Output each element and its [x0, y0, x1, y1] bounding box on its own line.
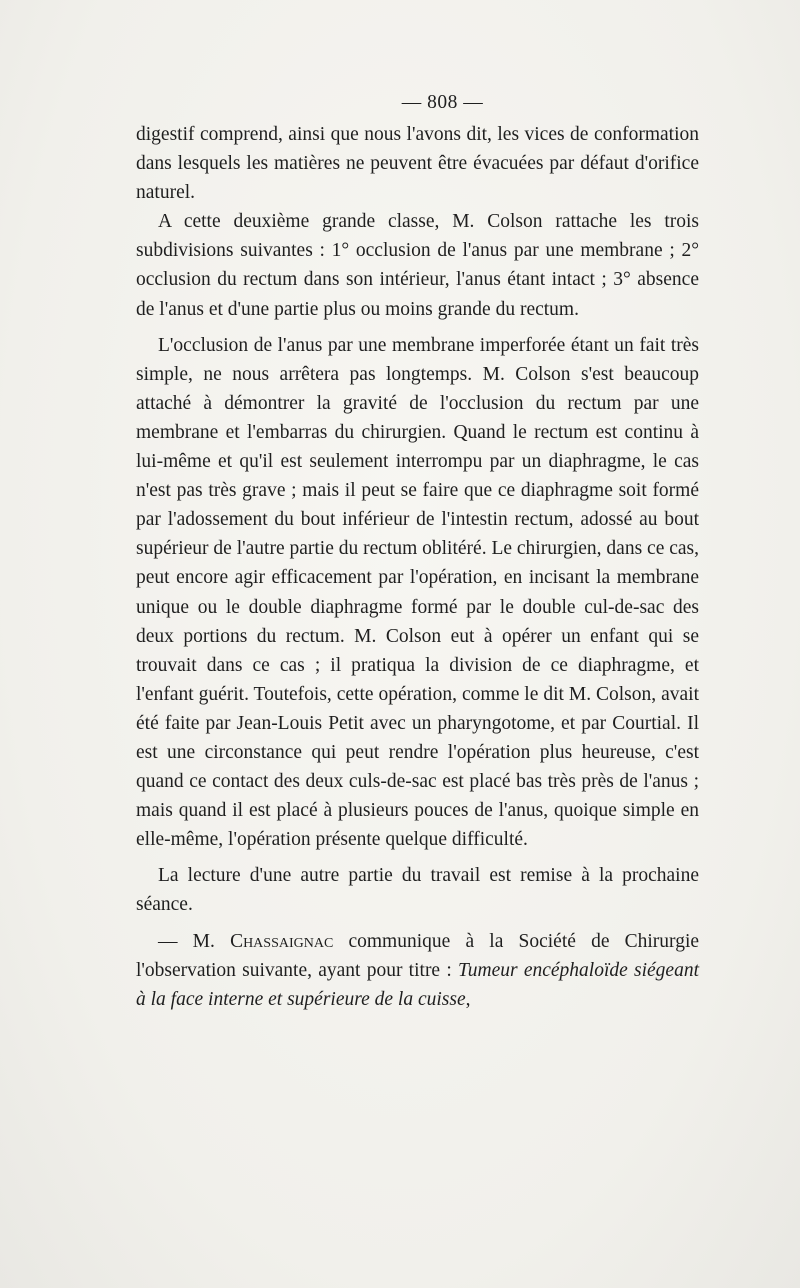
author-name: Chassaignac [230, 930, 334, 952]
em-dash-prefix: — M. [158, 930, 215, 952]
trailing-comma: , [465, 988, 471, 1010]
observation-title: Tumeur encéphaloïde siégeant à la face interne et supérieure de la cuisse [136, 959, 700, 1010]
paragraph-classification: A cette deuxième grande classe, M. Colson rattache les trois subdivisions suivantes : 1° occlusion de l'anus par une membrane ; 2° occlusion du rectum dans son intérieur, l'anus étant intact ; 3° absence de l'anus et d'une partie plus ou moins grande du rectum. [136, 211, 699, 320]
paragraph-chassaignac [136, 927, 699, 1014]
page-number: — 808 — [401, 92, 484, 113]
paragraph-continuation: digestif comprend, ainsi que nous l'avons dit, les vices de conformation dans lesquels les matières ne peuvent être évacuées par défaut d'orifice naturel. [136, 124, 699, 204]
paragraph-chassaignac-text: communique à la Société de Chirurgie l'observation suivante, ayant pour titre : [136, 930, 700, 981]
paragraph-occlusion: L'occlusion de l'anus par une membrane imperforée étant un fait très simple, ne nous arrêtera pas longtemps. M. Colson s'est beaucoup attaché à démontrer la gravité de l'occlusion du rectum par une membrane et l'embarras du chirurgien. Quand le rectum est continu à lui-même et qu'il est seulement interrompu par un diaphragme, le cas n'est pas très grave ; mais il peut se faire que ce diaphragme soit formé par l'adossement du bout inférieur de l'intestin rectum, adossé au bout supérieur de l'autre partie du rectum oblitéré. Le chirurgien, dans ce cas, peut encore agir efficacement par l'opération, en incisant la membrane unique ou le double diaphragme formé par le double cul-de-sac des deux portions du rectum. M. Colson eut à opérer un enfant qui se trouvait dans ce cas ; il pratiqua la division de ce diaphragme, et l'enfant guérit. Toutefois, cette opération, comme le dit M. Colson, avait été faite par Jean-Louis Petit avec un pharyngotome, et par Courtial. Il est une circonstance qui peut rendre l'opération plus heureuse, c'est quand ce contact des deux culs-de-sac est placé bas très près de l'anus ; mais quand il est placé à plusieurs pouces de l'anus, quoique simple en elle-même, l'opération présente quelque difficulté. [136, 334, 699, 851]
text-body [136, 88, 699, 1014]
paragraph-reading-deferred: La lecture d'une autre partie du travail est remise à la prochaine séance. [136, 865, 699, 916]
